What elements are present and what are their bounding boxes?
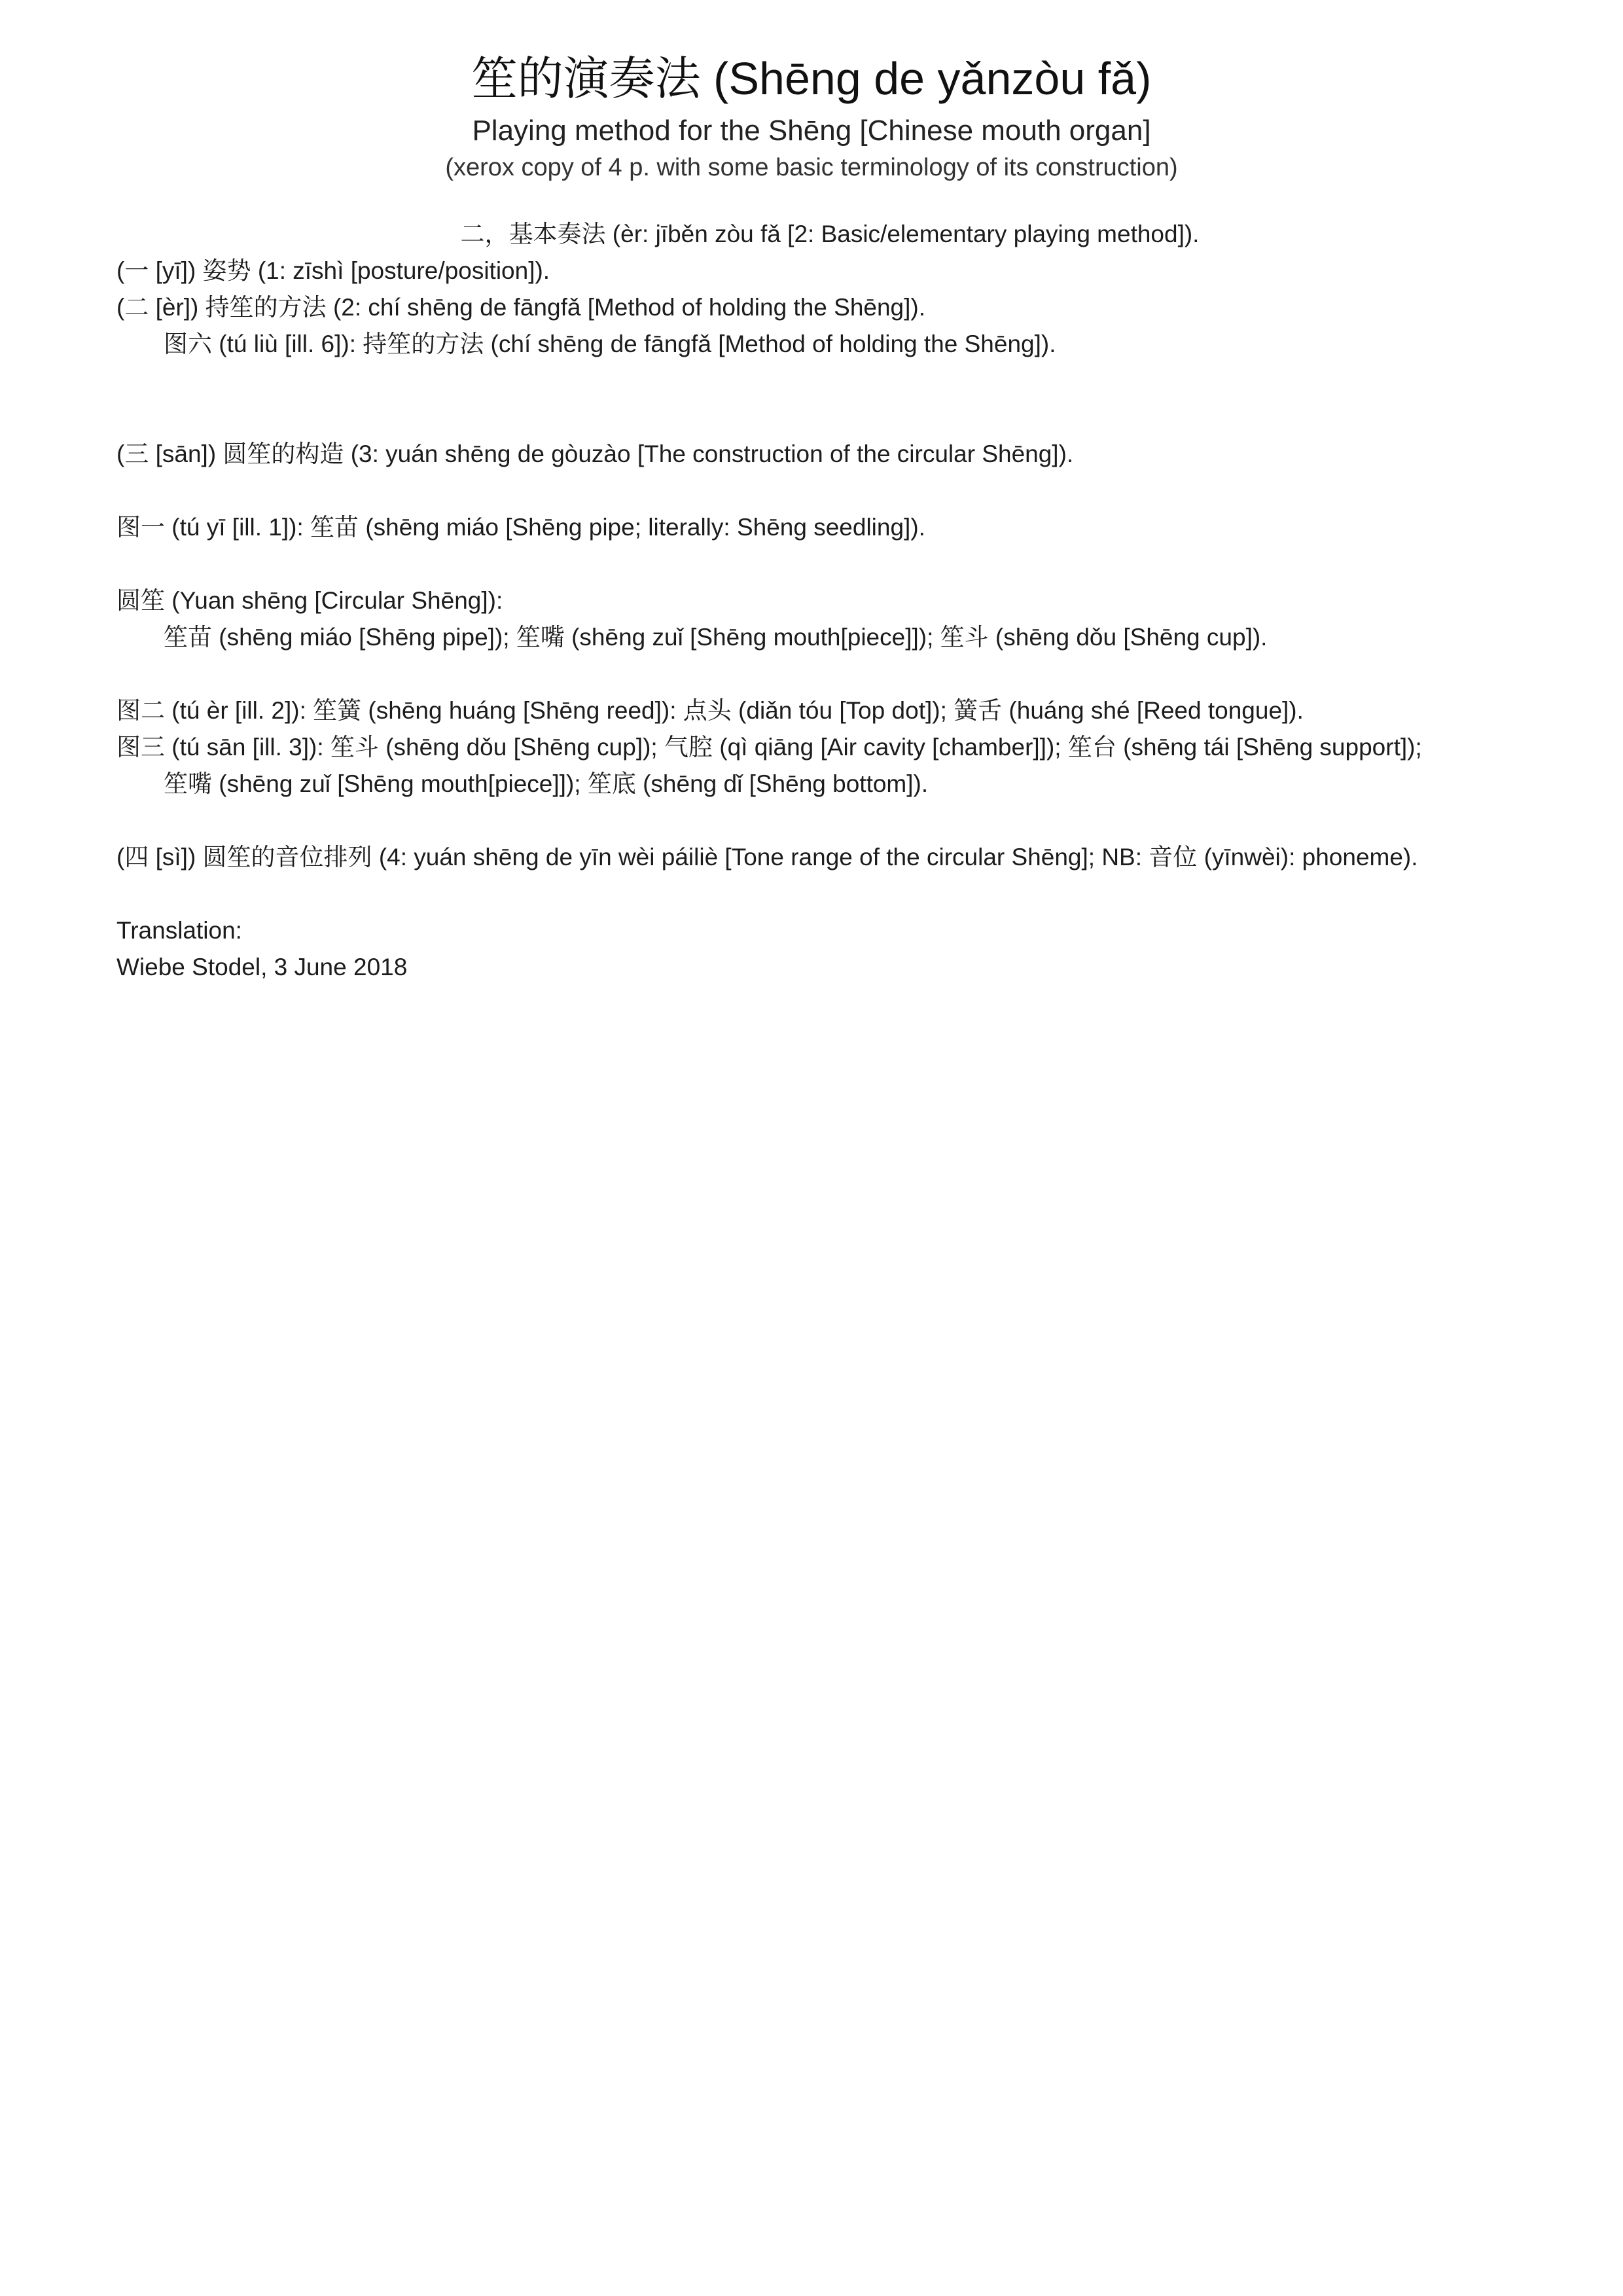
item-holding-method: (二 [èr]) 持笙的方法 (2: chí shēng de fāngfǎ [Method of holding the Shēng]). xyxy=(116,294,926,321)
spacer xyxy=(116,656,1543,692)
document-subtitle: Playing method for the Shēng [Chinese mouth organ] xyxy=(472,115,1151,147)
illustration-3-line-1: 图三 (tú sān [ill. 3]): 笙斗 (shēng dǒu [Shēng cup]); 气腔 (qì qiāng [Air cavity [chamber]]); 笙台 (shēng tái [Shēng support]); xyxy=(116,734,1422,761)
item-tone-range: (四 [sì]) 圆笙的音位排列 (4: yuán shēng de yīn wèi páiliè [Tone range of the circular Shēng]; NB: 音位 (yīnwèi): phoneme). xyxy=(116,844,1418,870)
spacer xyxy=(116,363,1543,436)
document-body xyxy=(116,216,1543,986)
spacer xyxy=(116,802,1543,839)
spacer xyxy=(116,473,1543,509)
item-posture: (一 [yī]) 姿势 (1: zīshì [posture/position]). xyxy=(116,257,550,284)
circular-sheng-parts: 笙苗 (shēng miáo [Shēng pipe]); 笙嘴 (shēng zuǐ [Shēng mouth[piece]]); 笙斗 (shēng dǒu [Shēng cup]). xyxy=(164,624,1268,651)
section-heading: 二，基本奏法 (èr: jīběn zòu fǎ [2: Basic/elementary playing method]). xyxy=(460,221,1200,247)
illustration-1: 图一 (tú yī [ill. 1]): 笙苗 (shēng miáo [Shēng pipe; literally: Shēng seedling]). xyxy=(116,514,925,541)
translator-credit: Wiebe Stodel, 3 June 2018 xyxy=(116,954,408,980)
document-note: (xerox copy of 4 p. with some basic terminology of its construction) xyxy=(445,154,1178,181)
circular-sheng-heading: 圆笙 (Yuan shēng [Circular Shēng]): xyxy=(116,587,503,614)
spacer xyxy=(116,876,1543,912)
translation-label: Translation: xyxy=(116,917,242,944)
document-title: 笙的演奏法 (Shēng de yǎnzòu fǎ) xyxy=(471,53,1152,104)
illustration-3-line-2: 笙嘴 (shēng zuǐ [Shēng mouth[piece]]); 笙底 (shēng dǐ [Shēng bottom]). xyxy=(164,770,929,797)
item-holding-illustration: 图六 (tú liù [ill. 6]): 持笙的方法 (chí shēng de fāngfǎ [Method of holding the Shēng]). xyxy=(164,331,1056,357)
spacer xyxy=(116,546,1543,583)
item-construction: (三 [sān]) 圆笙的构造 (3: yuán shēng de gòuzào [The construction of the circular Shēng]). xyxy=(116,440,1074,467)
illustration-2: 图二 (tú èr [ill. 2]): 笙簧 (shēng huáng [Shēng reed]): 点头 (diǎn tóu [Top dot]); 簧舌 (huáng shé [Reed tongue]). xyxy=(116,697,1304,724)
